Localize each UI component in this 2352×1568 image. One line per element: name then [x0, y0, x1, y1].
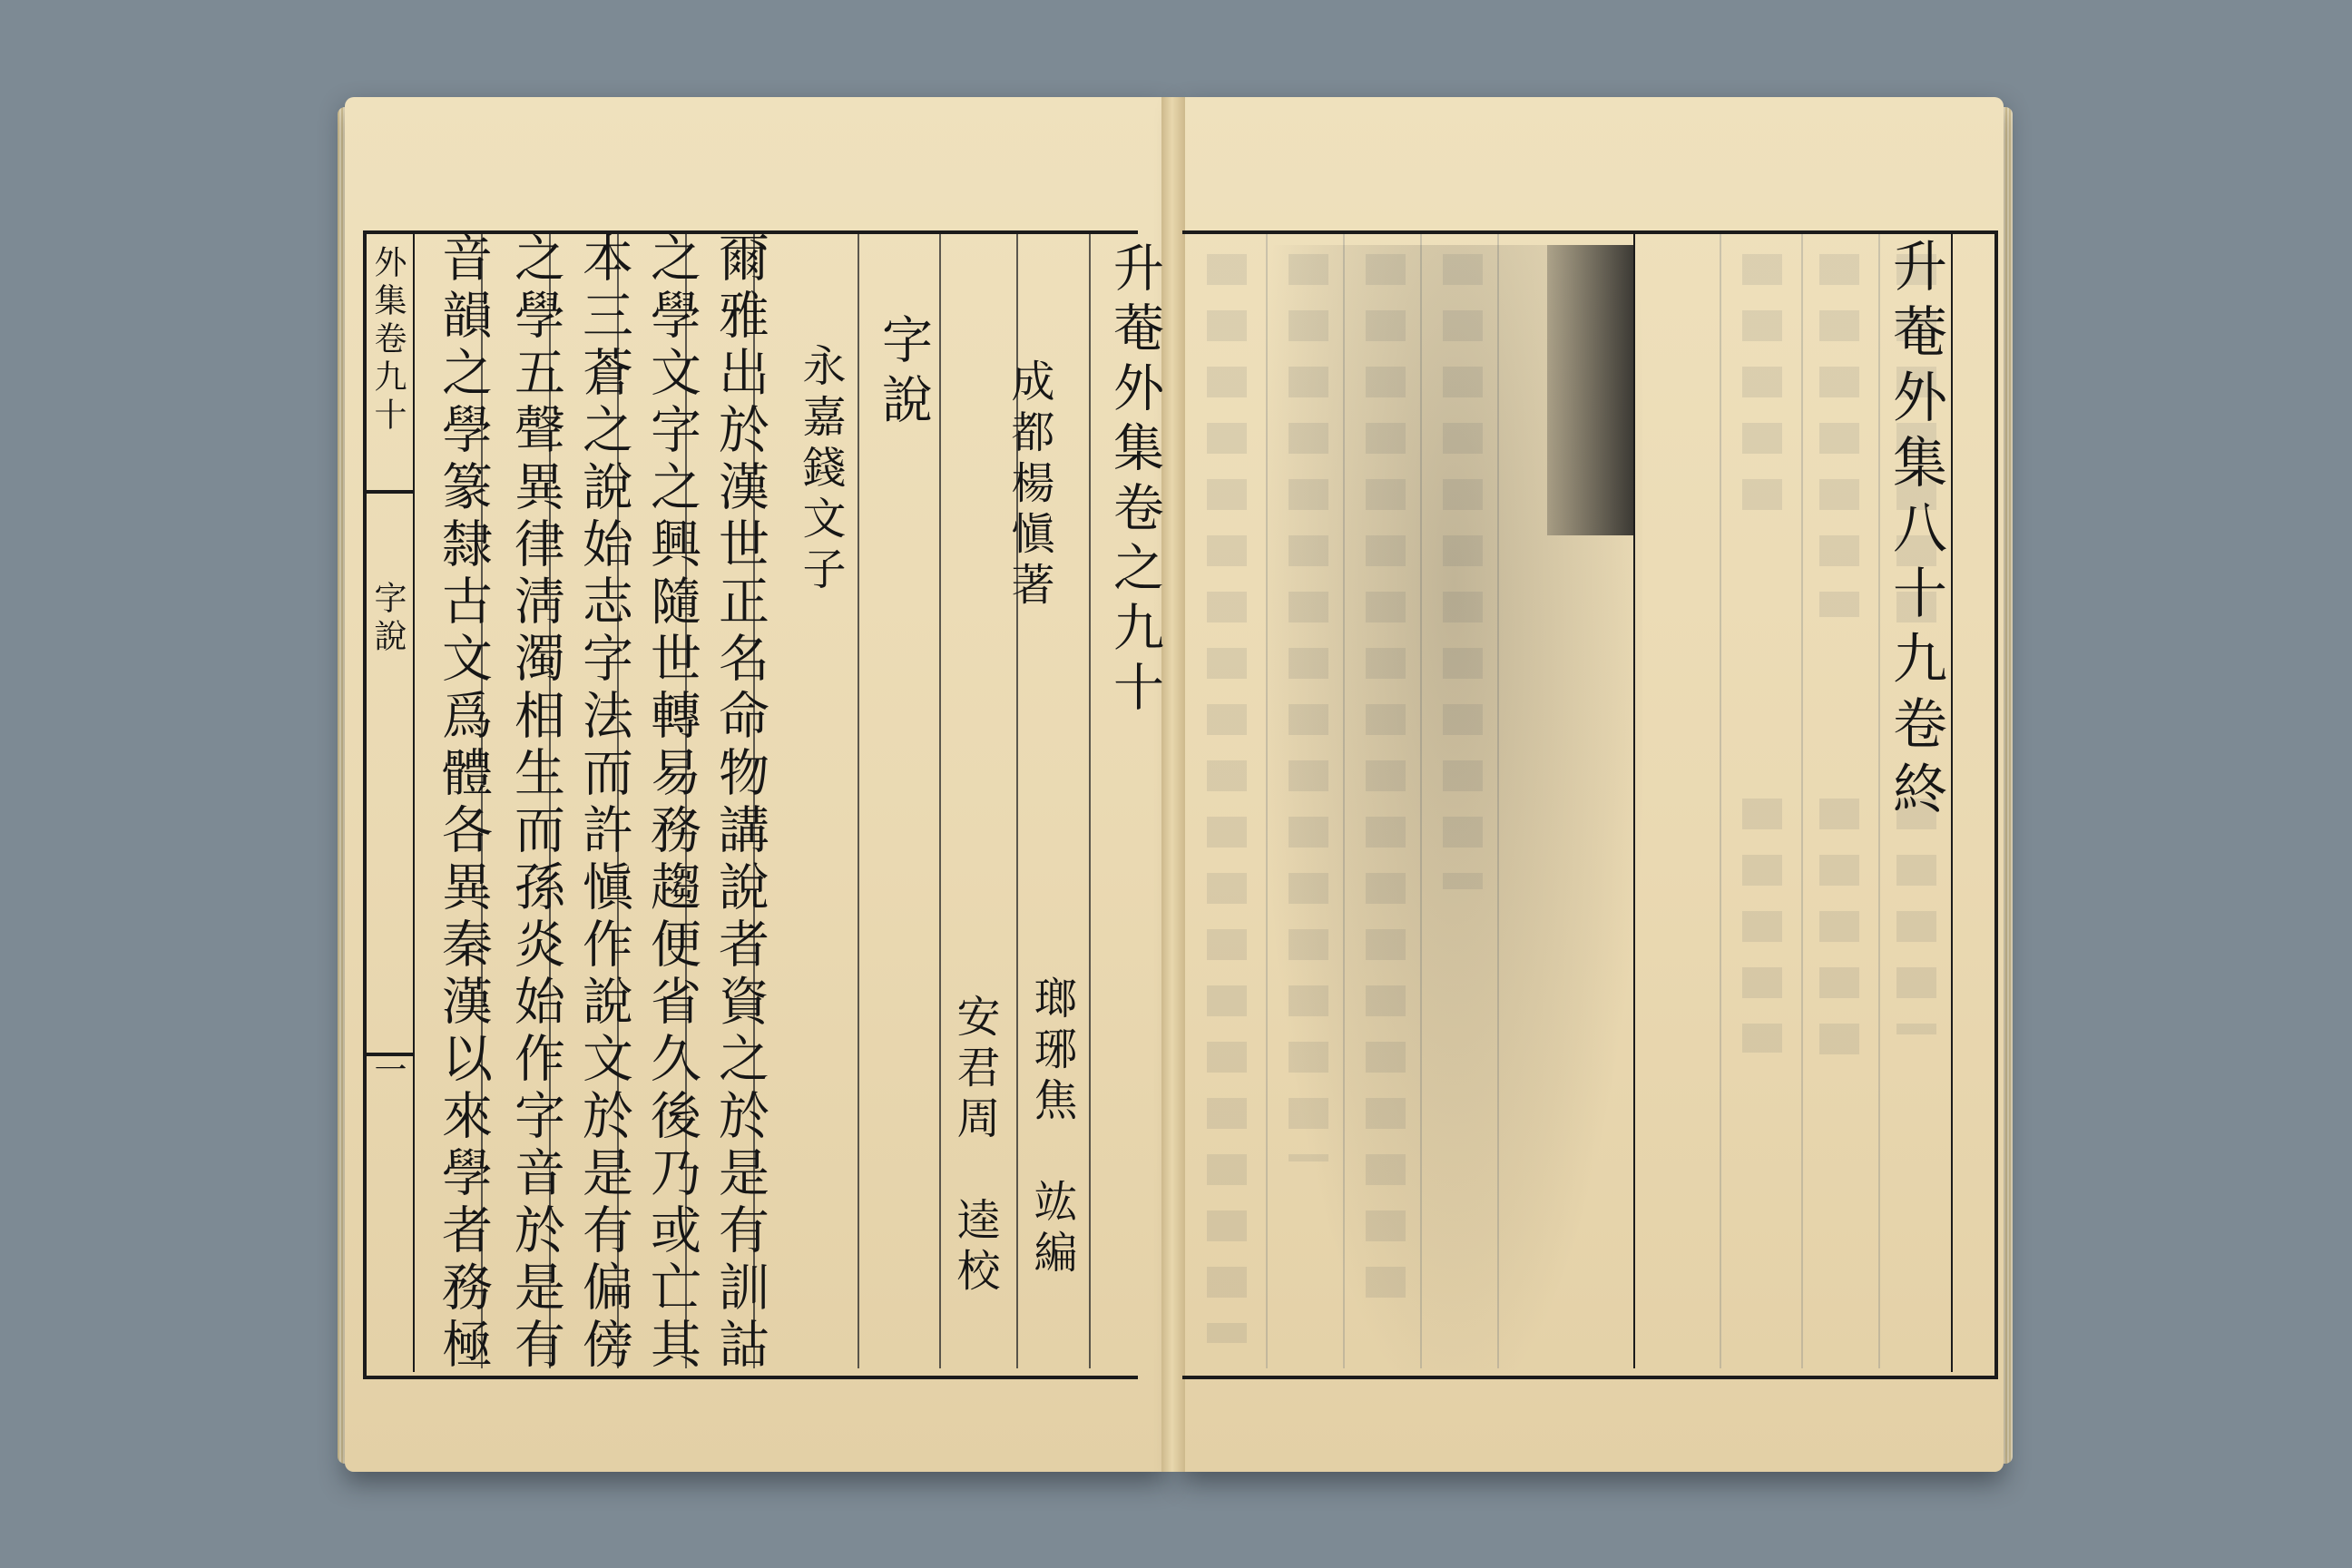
bleed-through-text [1742, 799, 1782, 1053]
text-column-section-heading: 字說 [874, 313, 933, 433]
bleed-through-text [1819, 799, 1859, 1071]
fold-band-leaf-number: 一 [369, 1053, 407, 1091]
column-rule [1089, 234, 1091, 1368]
text-column: 本三蒼之說始志字法而許愼作說文於是有偏傍 [574, 231, 633, 1375]
bleed-through-text [1896, 799, 1936, 1034]
text-column-editor: 瑯琊焦 竑編 [1026, 975, 1077, 1280]
bleed-through-rule [1801, 234, 1803, 1368]
bleed-through-text [1289, 254, 1328, 1161]
text-column-proofreader: 安君周 逵校 [949, 994, 1000, 1298]
column-rule [939, 234, 941, 1368]
text-column: 之學五聲異律淸濁相生而孫炎始作字音於是有 [506, 231, 565, 1375]
bleed-through-text [1443, 254, 1483, 889]
column-rule [858, 234, 859, 1368]
bleed-through-text [1207, 254, 1247, 1343]
text-column: 音韻之學篆隸古文爲體各異秦漢以來學者務極 [434, 231, 493, 1375]
bleed-through-text [1742, 254, 1782, 526]
fold-band-rule [413, 230, 415, 1372]
bleed-through-rule [1720, 234, 1721, 1368]
text-column-author: 成都楊愼著 [1004, 358, 1054, 612]
text-column-title: 升菴外集卷之九十 [1105, 241, 1164, 720]
bleed-through-text [1819, 254, 1859, 617]
colophon-text: 升菴外集八十九卷終 [1884, 238, 1947, 826]
fish-tail-mark [363, 490, 414, 494]
ink-block [1547, 245, 1633, 535]
bleed-through-text [1366, 254, 1406, 1298]
text-column: 之學文字之興隨世轉易務趨便省久後乃或亡其 [642, 231, 701, 1375]
text-column-attribution: 永嘉錢文子 [795, 343, 846, 597]
fold-band-section: 字說 [369, 581, 407, 657]
fold-band-title: 外集卷九十 [369, 245, 407, 436]
text-column: 爾雅出於漢世正名命物講說者資之於是有訓詁 [710, 231, 769, 1375]
